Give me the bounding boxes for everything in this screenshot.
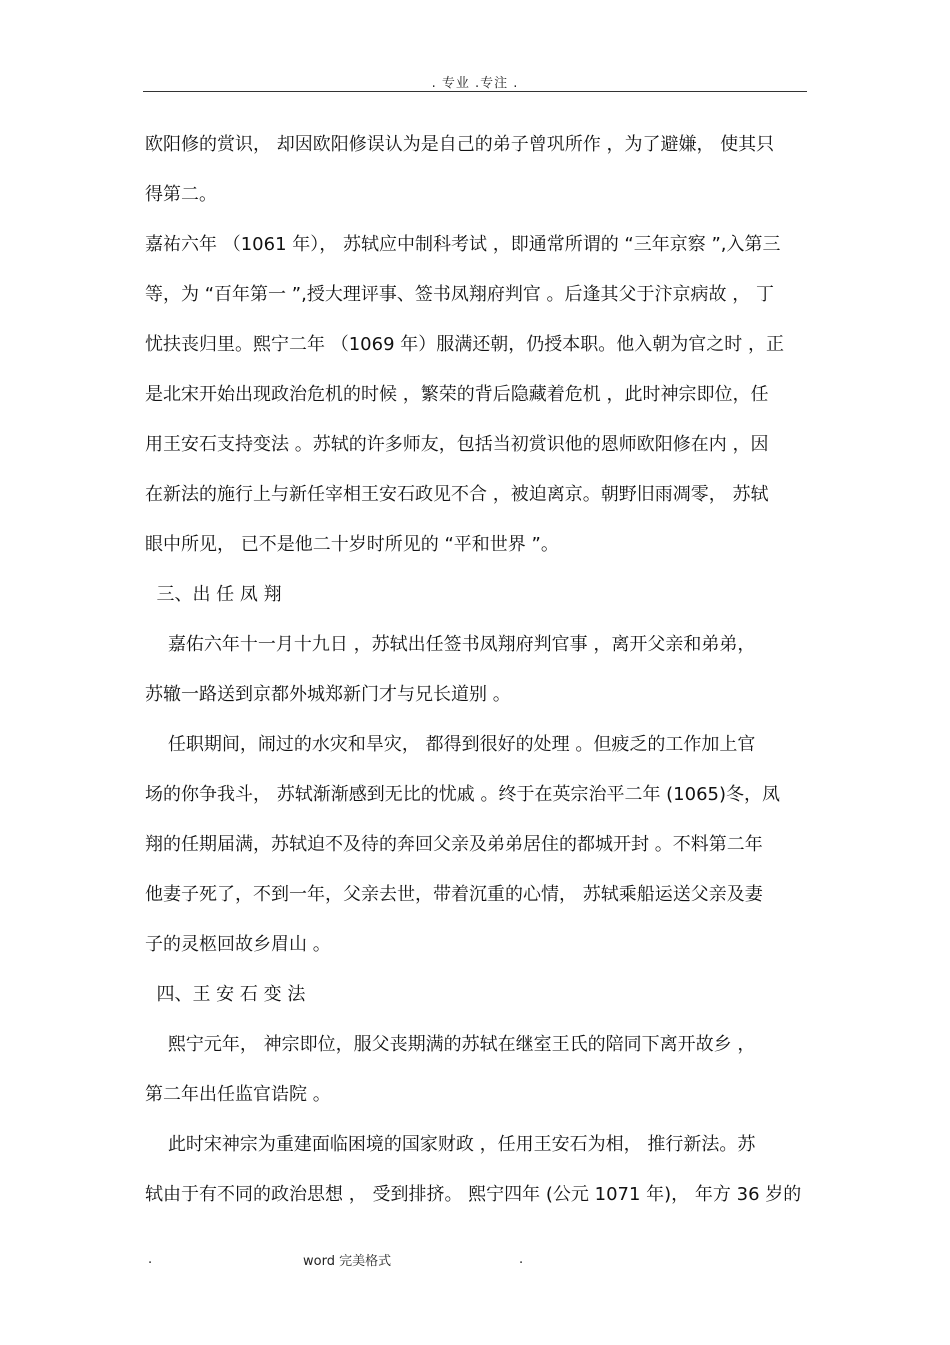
footer-dot-left: .: [148, 1252, 153, 1267]
body-line: 在新法的施行上与新任宰相王安石政见不合 ，被迫离京。朝野旧雨凋零， 苏轼: [145, 484, 769, 505]
body-line: 忧扶丧归里。熙宁二年 （1069 年）服满还朝，仍授本职。他入朝为官之时 ，正: [145, 334, 784, 355]
body-line: 得第二。: [145, 184, 217, 205]
page-header: . 专业 .专注 .: [431, 76, 519, 91]
body-line: 此时宋神宗为重建面临困境的国家财政 ，任用王安石为相， 推行新法。苏: [145, 1134, 756, 1155]
section-heading: 三、出 任 凤 翔: [145, 584, 282, 605]
header-divider: [143, 91, 807, 92]
section-heading: 四、王 安 石 变 法: [145, 984, 306, 1005]
body-line: 第二年出任监官诰院 。: [145, 1084, 331, 1105]
body-line: 子的灵柩回故乡眉山 。: [145, 934, 331, 955]
body-line: 欧阳修的赏识， 却因欧阳修误认为是自己的弟子曾巩所作 ，为了避嫌， 使其只: [145, 134, 775, 155]
body-line: 他妻子死了，不到一年，父亲去世，带着沉重的心情， 苏轼乘船运送父亲及妻: [145, 884, 763, 905]
body-line: 眼中所见， 已不是他二十岁时所见的 “平和世界 ”。: [145, 534, 559, 555]
body-line: 是北宋开始出现政治危机的时候 ，繁荣的背后隐藏着危机 ，此时神宗即位，任: [145, 384, 769, 405]
body-line: 嘉佑六年十一月十九日 ，苏轼出任签书凤翔府判官事 ，离开父亲和弟弟，: [145, 634, 756, 655]
body-line: 嘉祐六年 （1061 年）， 苏轼应中制科考试 ，即通常所谓的 “三年京察 ”,入第三: [145, 234, 781, 255]
body-line: 翔的任期届满，苏轼迫不及待的奔回父亲及弟弟居住的都城开封 。不料第二年: [145, 834, 763, 855]
body-line: 用王安石支持变法 。苏轼的许多师友，包括当初赏识他的恩师欧阳修在内 ，因: [145, 434, 769, 455]
body-line: 苏辙一路送到京都外城郑新门才与兄长道别 。: [145, 684, 511, 705]
page-footer: word 完美格式: [303, 1254, 392, 1269]
body-line: 任职期间，闹过的水灾和旱灾， 都得到很好的处理 。但疲乏的工作加上官: [145, 734, 756, 755]
body-line: 熙宁元年， 神宗即位，服父丧期满的苏轼在继室王氏的陪同下离开故乡 ，: [145, 1034, 756, 1055]
body-line: 轼由于有不同的政治思想 ， 受到排挤。 熙宁四年 (公元 1071 年)， 年方 36 岁的: [145, 1184, 802, 1205]
body-line: 场的你争我斗， 苏轼渐渐感到无比的忧戚 。终于在英宗治平二年 (1065)冬，凤: [145, 784, 781, 805]
footer-dot-right: .: [519, 1252, 524, 1267]
body-line: 等，为 “百年第一 ”,授大理评事、签书凤翔府判官 。后逢其父于汴京病故 ， 丁: [145, 284, 774, 305]
